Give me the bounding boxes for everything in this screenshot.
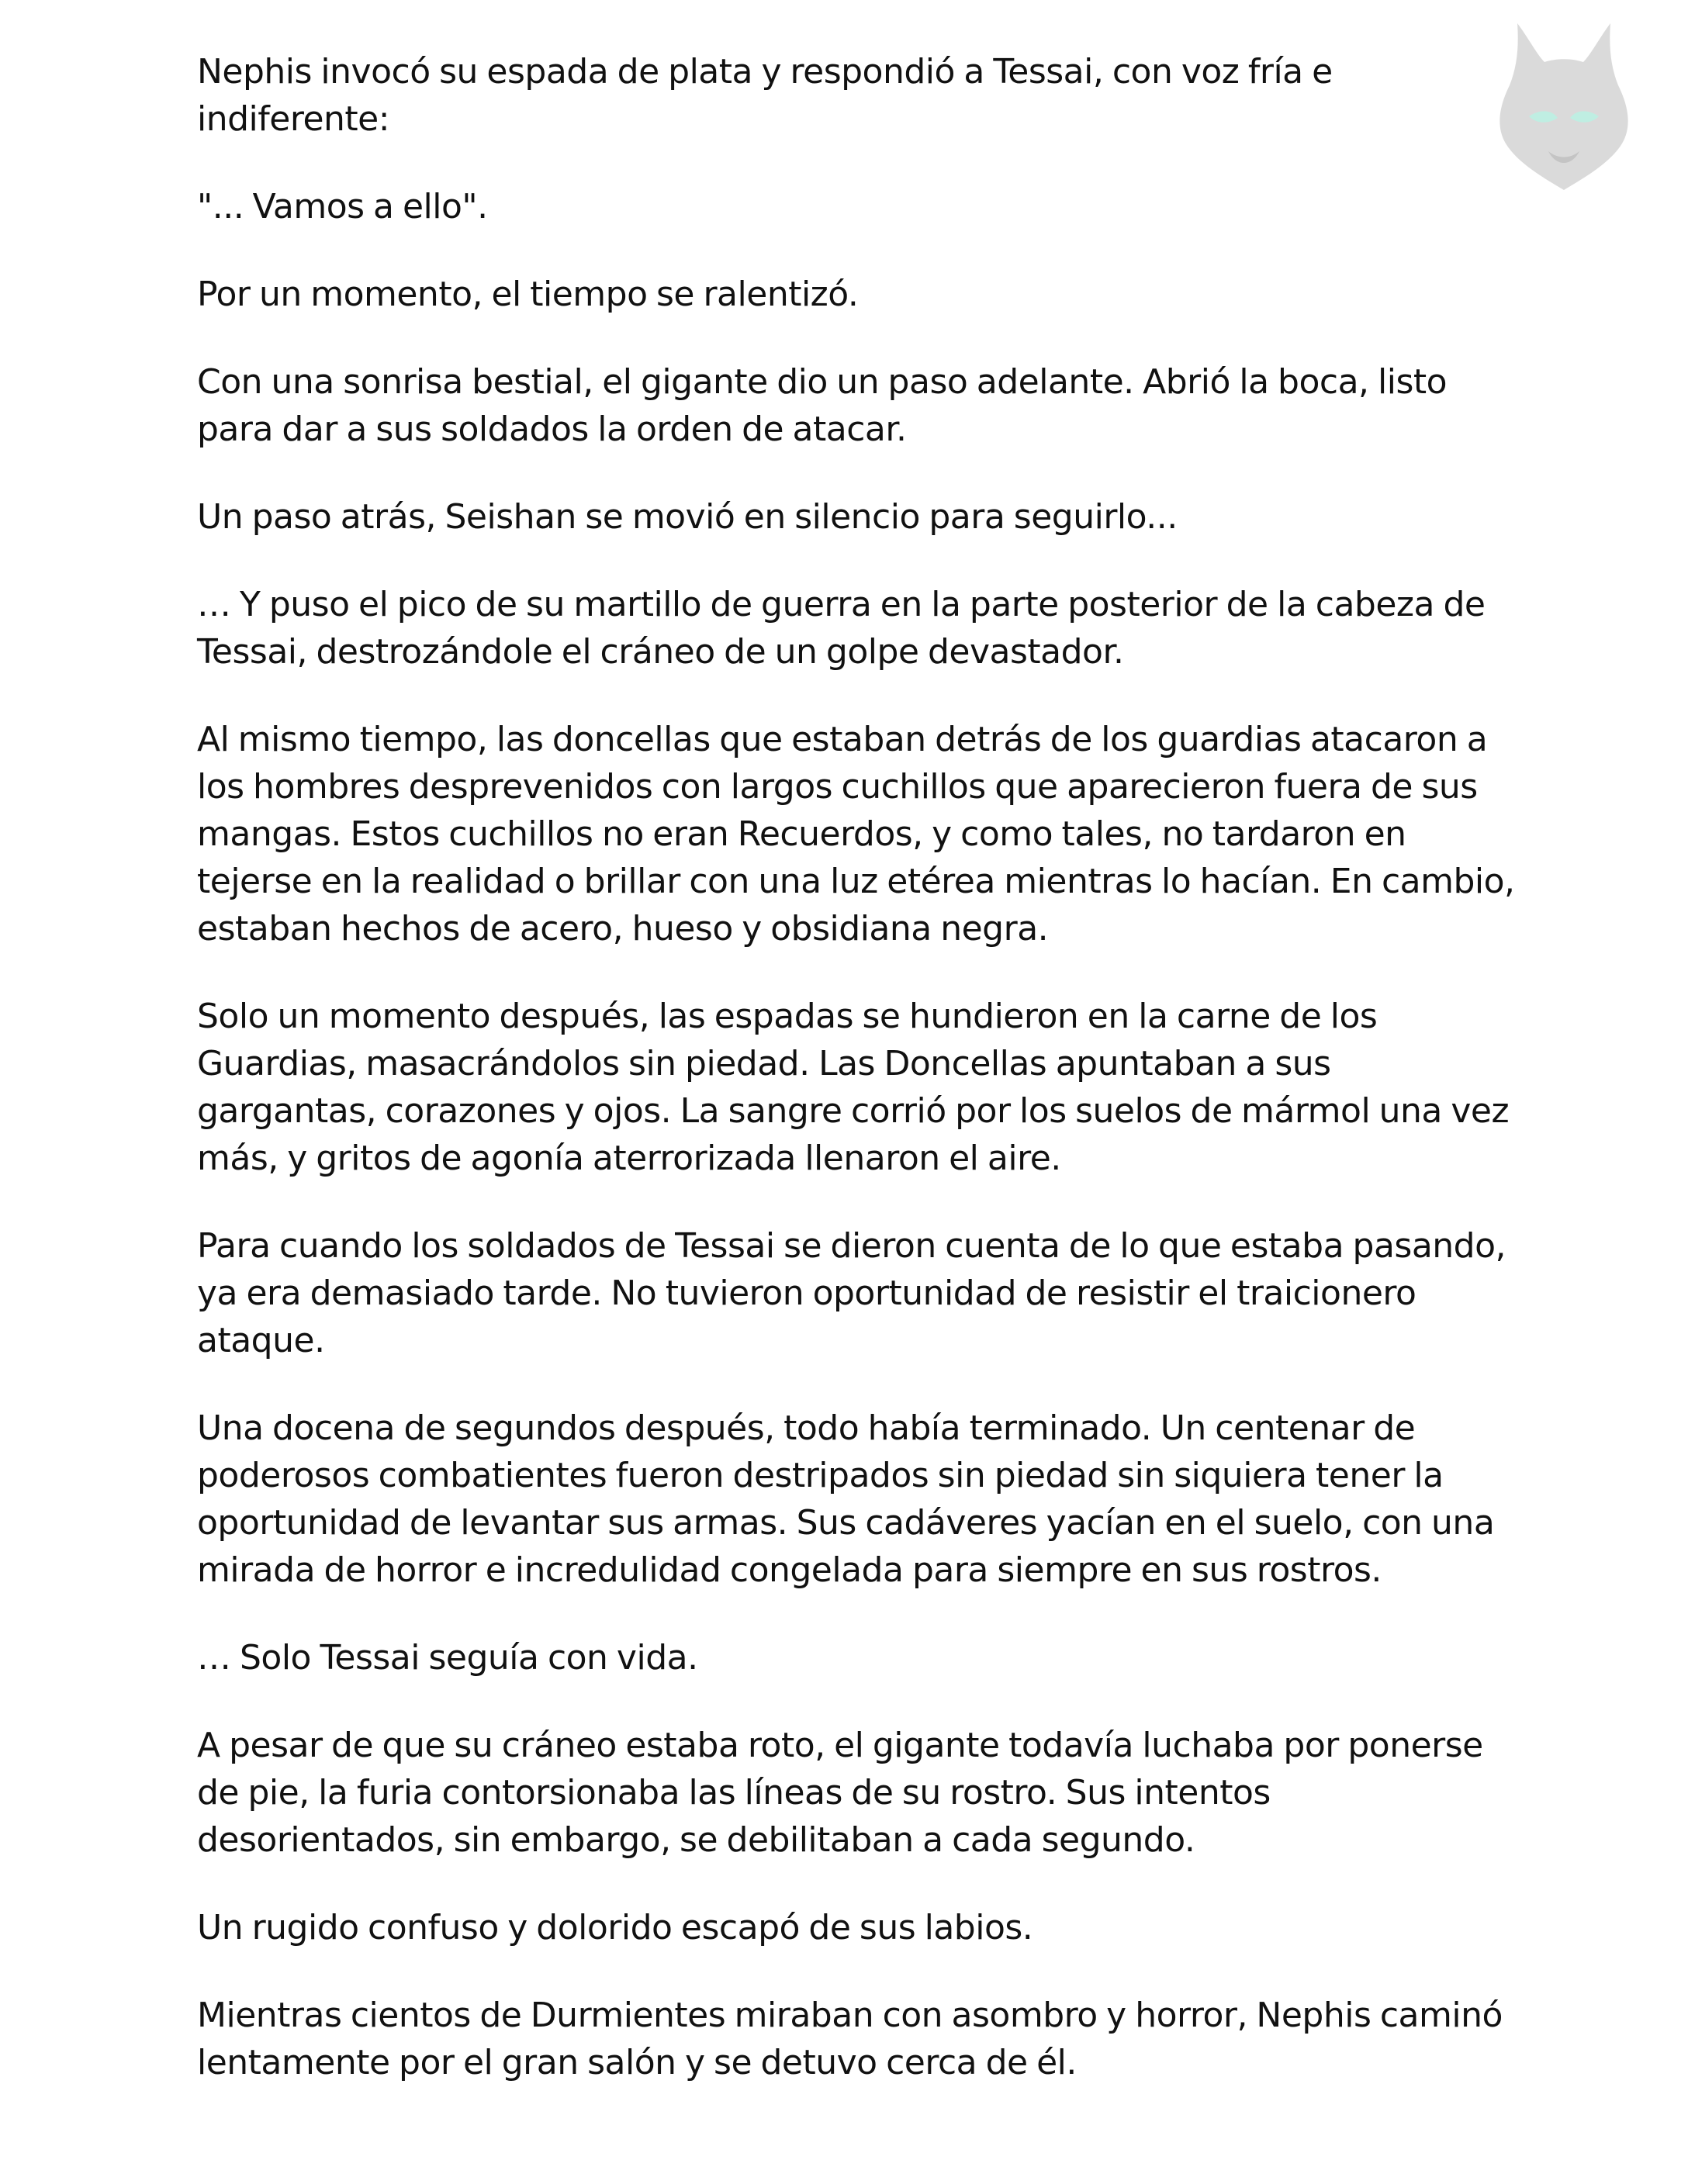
paragraph: Un rugido confuso y dolorido escapó de sus labios. (197, 1908, 1033, 1947)
paragraph: … Y puso el pico de su martillo de guerra en la parte posterior de la cabeza de Tessai, destrozándole el cráneo de un golpe devastador. (197, 585, 1486, 672)
paragraph: Por un momento, el tiempo se ralentizó. (197, 275, 859, 314)
paragraph: Solo un momento después, las espadas se hundieron en la carne de los Guardias, masacrándolos sin piedad. Las Doncellas apuntaban a sus gargantas, corazones y ojos. La sangre corrió por los suelos de mármol una vez más, y gritos de agonía aterrorizada llenaron el aire. (197, 997, 1510, 1178)
paragraph: Una docena de segundos después, todo había terminado. Un centenar de poderosos combatientes fueron destripados sin piedad sin siquiera tener la oportunidad de levantar sus armas. Sus cadáveres yacían en el suelo, con una mirada de horror e incredulidad congelada para siempre en sus rostros. (197, 1408, 1495, 1590)
paragraph: Al mismo tiempo, las doncellas que estaban detrás de los guardias atacaron a los hombres desprevenidos con largos cuchillos que aparecieron fuera de sus mangas. Estos cuchillos no eran Recuerdos, y como tales, no tardaron en tejerse en la realidad o brillar con una luz etérea mientras lo hacían. En cambio, estaban hechos de acero, hueso y obsidiana negra. (197, 720, 1515, 949)
paragraph: "... Vamos a ello". (197, 187, 488, 226)
paragraph: Para cuando los soldados de Tessai se dieron cuenta de lo que estaba pasando, ya era demasiado tarde. No tuvieron oportunidad de resistir el traicionero ataque. (197, 1226, 1506, 1360)
paragraph: Nephis invocó su espada de plata y respondió a Tessai, con voz fría e indiferente: (197, 52, 1333, 139)
paragraph: Con una sonrisa bestial, el gigante dio un paso adelante. Abrió la boca, listo para dar a sus soldados la orden de atacar. (197, 362, 1448, 449)
paragraph: Mientras cientos de Durmientes miraban con asombro y horror, Nephis caminó lentamente por el gran salón y se detuvo cerca de él. (197, 1996, 1503, 2082)
paragraph: … Solo Tessai seguía con vida. (197, 1638, 698, 1678)
document-body (197, 48, 1516, 2127)
paragraph: A pesar de que su cráneo estaba roto, el gigante todavía luchaba por ponerse de pie, la furia contorsionaba las líneas de su rostro. Sus intentos desorientados, sin embargo, se debilitaban a cada segundo. (197, 1726, 1483, 1860)
paragraph: Un paso atrás, Seishan se movió en silencio para seguirlo... (197, 497, 1178, 537)
